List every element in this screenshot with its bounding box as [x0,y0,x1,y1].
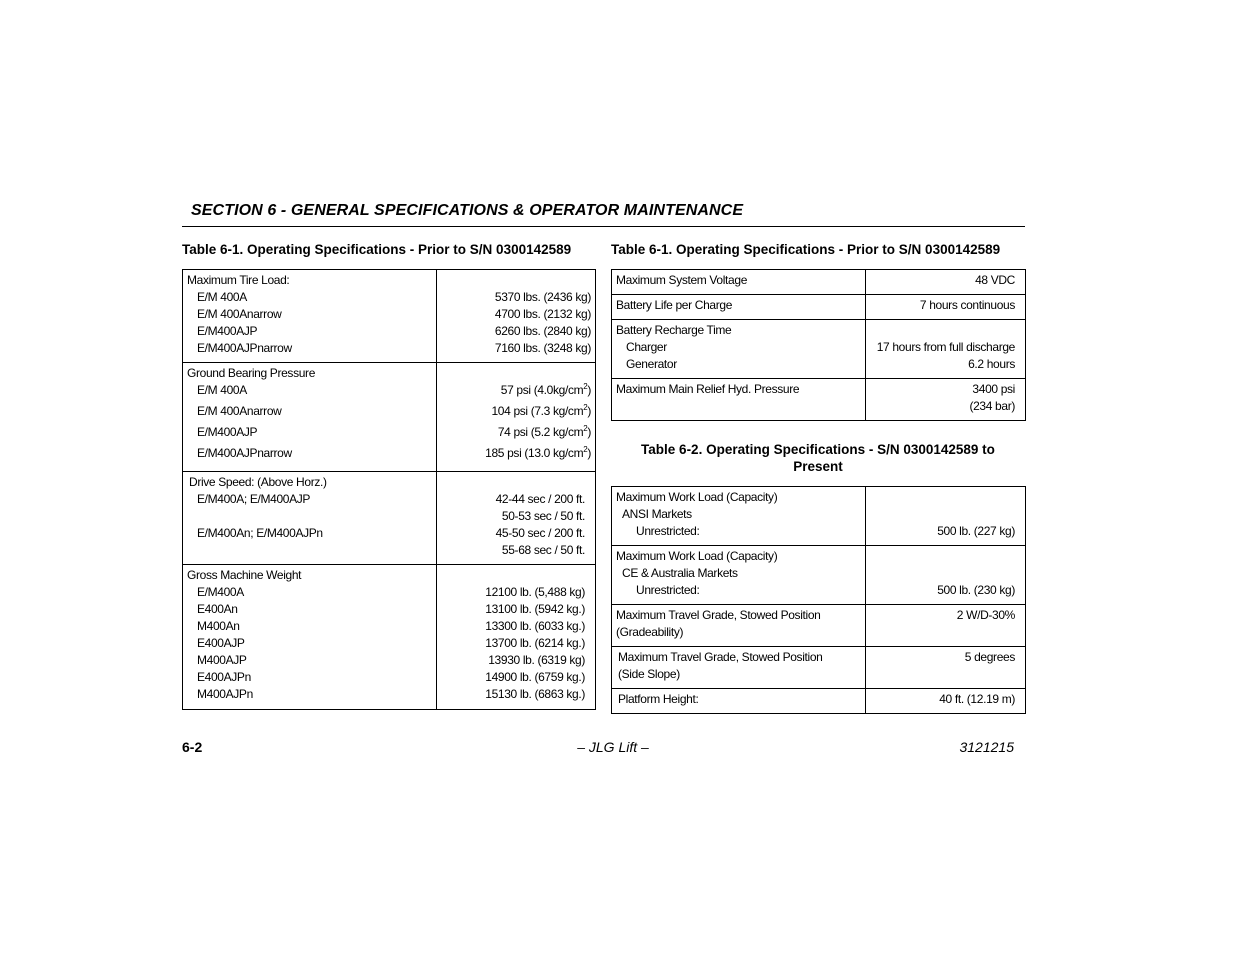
gross-weight-label: Gross Machine Weight [187,568,302,582]
side-slope-value: 5 degrees [866,647,1026,689]
ce-unrestricted-label: Unrestricted: [636,583,700,597]
drive-value: 50-53 sec / 50 ft. [501,509,585,523]
right-table2-caption-line2: Present [793,459,843,474]
recharge-time-labels [612,320,866,379]
system-voltage-label: Maximum System Voltage [612,270,866,295]
gradeability-label-1: Maximum Travel Grade, Stowed Position [616,608,821,622]
relief-bar: (234 bar) [969,399,1015,413]
right-table1-caption: Table 6-1. Operating Specifications - Prior to S/N 0300142589 [611,242,1001,257]
tire-load-labels [183,270,437,363]
tire-load-row [183,270,596,363]
weight-value: 13700 lb. (6214 kg.) [485,636,585,650]
ground-model: E/M400AJP [197,425,258,439]
section-title: SECTION 6 - GENERAL SPECIFICATIONS & OPERATOR MAINTENANCE [191,202,744,219]
right-spec-table-2 [611,486,1026,714]
gross-weight-row [183,565,596,710]
battery-life-label: Battery Life per Charge [612,295,866,320]
right-spec-table-1 [611,269,1026,421]
weight-model: E400An [197,602,238,616]
section-divider [182,226,1025,227]
system-voltage-value: 48 VDC [866,270,1026,295]
weight-value: 13930 lb. (6319 kg) [488,653,585,667]
generator-label: Generator [626,357,677,371]
side-slope-row [612,647,1026,689]
drive-speed-label: Drive Speed: (Above Horz.) [189,475,327,489]
left-table-caption: Table 6-1. Operating Specifications - Prior to S/N 0300142589 [182,242,572,257]
weight-model: E/M400A [197,585,244,599]
gross-weight-labels [183,565,437,710]
drive-model [187,542,432,559]
ce-load-values [866,546,1026,605]
tire-load-label: Maximum Tire Load: [187,273,290,287]
tire-model: E/M 400A [197,290,247,304]
ce-load-row [612,546,1026,605]
generator-value: 6.2 hours [968,357,1015,371]
tire-model: E/M400AJPnarrow [197,341,292,355]
tire-value: 4700 lbs. (2132 kg) [494,307,591,321]
side-slope-labels [612,647,866,689]
ansi-load-labels [612,487,866,546]
tire-model: E/M 400Anarrow [197,307,282,321]
footer-center-text: – JLG Lift – [577,739,649,755]
right-table2-caption-line1: Table 6-2. Operating Specifications - S/N 0300142589 to [641,442,995,457]
system-voltage-row [612,270,1026,295]
gradeability-labels [612,605,866,647]
drive-value: 45-50 sec / 200 ft. [495,526,585,540]
drive-speed-labels [183,472,437,565]
weight-model: M400An [197,619,240,633]
tire-value: 5370 lbs. (2436 kg) [494,290,591,304]
ground-model: E/M 400A [197,383,247,397]
recharge-time-label: Battery Recharge Time [616,323,732,337]
document-number: 3121215 [959,739,1014,755]
platform-height-label: Platform Height: [612,689,866,714]
ansi-load-row [612,487,1026,546]
ground-model: E/M400AJPnarrow [197,446,292,460]
ground-pressure-values [437,363,596,472]
weight-model: E400AJPn [197,670,251,684]
recharge-time-row [612,320,1026,379]
weight-value: 13300 lb. (6033 kg.) [485,619,585,633]
right-table2-caption [611,441,1025,475]
tire-model: E/M400AJP [197,324,258,338]
drive-model [187,508,432,525]
charger-value: 17 hours from full discharge [876,340,1015,354]
ansi-load-label: Maximum Work Load (Capacity) [616,490,778,504]
drive-speed-values [437,472,596,565]
page-number: 6-2 [182,739,203,755]
ground-model: E/M 400Anarrow [197,404,282,418]
gradeability-label-2: (Gradeability) [616,625,684,639]
tire-value: 7160 lbs. (3248 kg) [494,341,591,355]
ground-value: 104 psi (7.3 $kg/cm^2$) [491,403,591,418]
weight-value: 15130 lb. (6863 kg.) [485,687,585,701]
ce-load-value: 500 lb. (230 kg) [937,583,1015,597]
ansi-load-value: 500 lb. (227 kg) [937,524,1015,538]
weight-value: 12100 lb. (5,488 kg) [485,585,585,599]
side-slope-label-2: (Side Slope) [618,667,680,681]
tire-load-values [437,270,596,363]
drive-speed-row [183,472,596,565]
ground-value: 185 psi (13.0 $kg/cm^2$) [485,445,591,460]
ground-pressure-row [183,363,596,472]
ground-pressure-labels [183,363,437,472]
ground-pressure-label: Ground Bearing Pressure [187,366,316,380]
weight-model: E400AJP [197,636,245,650]
ce-load-label: Maximum Work Load (Capacity) [616,549,778,563]
platform-height-row [612,689,1026,714]
relief-pressure-label: Maximum Main Relief Hyd. Pressure [612,379,866,421]
gradeability-row [612,605,1026,647]
ansi-unrestricted-label: Unrestricted: [636,524,700,538]
relief-psi: 3400 psi [972,382,1015,396]
ansi-load-values [866,487,1026,546]
relief-pressure-values [866,379,1026,421]
ground-value: 57 psi $(4.0kg/cm^2)$ [500,382,591,397]
ce-market-label: CE & Australia Markets [622,566,738,580]
recharge-time-values [866,320,1026,379]
ce-load-labels [612,546,866,605]
side-slope-label-1: Maximum Travel Grade, Stowed Position [618,650,823,664]
battery-life-value: 7 hours continuous [866,295,1026,320]
drive-model: E/M400An; E/M400AJPn [197,526,323,540]
ground-value: 74 psi (5.2 $kg/cm^2$) [497,424,591,439]
drive-value: 55-68 sec / 50 ft. [501,543,585,557]
drive-model: E/M400A; E/M400AJP [197,492,311,506]
drive-value: 42-44 sec / 200 ft. [495,492,585,506]
gradeability-value: 2 W/D-30% [866,605,1026,647]
charger-label: Charger [626,340,667,354]
ansi-market-label: ANSI Markets [622,507,692,521]
weight-value: 13100 lb. (5942 kg.) [485,602,585,616]
gross-weight-values [437,565,596,710]
weight-model: M400AJP [197,653,247,667]
weight-value: 14900 lb. (6759 kg.) [485,670,585,684]
relief-pressure-row [612,379,1026,421]
platform-height-value: 40 ft. (12.19 m) [866,689,1026,714]
tire-value: 6260 lbs. (2840 kg) [494,324,591,338]
weight-model: M400AJPn [197,687,253,701]
left-spec-table [182,269,596,710]
battery-life-row [612,295,1026,320]
